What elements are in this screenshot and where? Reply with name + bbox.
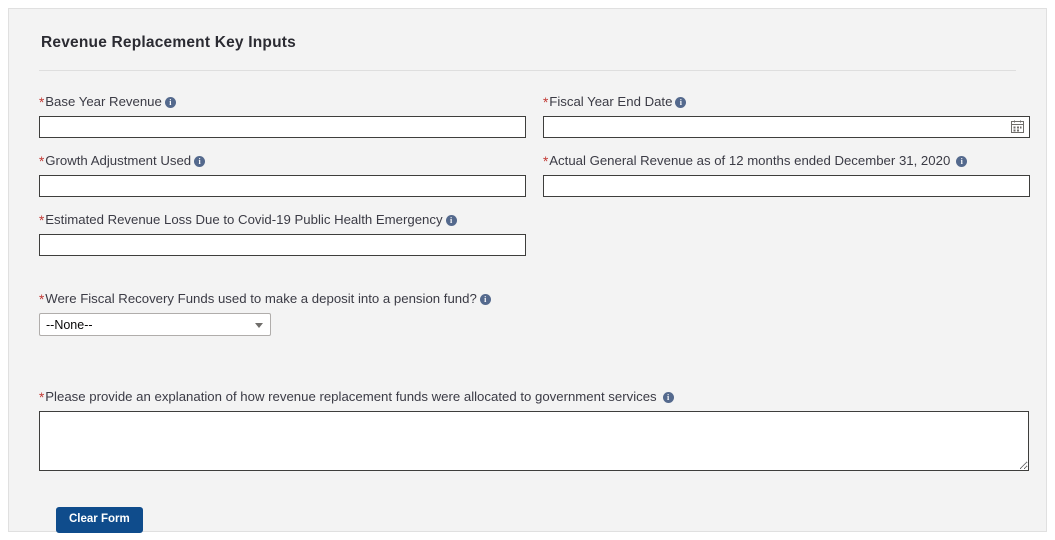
- required-marker: *: [543, 95, 549, 110]
- form-column-left-3: [39, 211, 526, 270]
- field-fiscal-year-end-date: [543, 93, 1030, 138]
- label-text: Estimated Revenue Loss Due to Covid-19 Public Health Emergency: [45, 212, 443, 227]
- form-row-1: [39, 93, 1016, 152]
- label-growth-adjustment-used: [39, 152, 526, 171]
- form-row-2: [39, 152, 1016, 211]
- form-column-right-4: [536, 290, 1016, 350]
- required-marker: *: [39, 292, 45, 307]
- fiscal-year-end-date-input[interactable]: [543, 116, 1030, 138]
- revenue-replacement-card: [8, 8, 1047, 532]
- label-actual-general-revenue: [543, 152, 1030, 171]
- label-text: Fiscal Year End Date: [549, 94, 673, 109]
- explanation-textarea[interactable]: [39, 411, 1029, 471]
- label-text: Please provide an explanation of how revenue replacement funds were allocated to government services: [45, 389, 657, 404]
- growth-adjustment-used-input[interactable]: [39, 175, 526, 197]
- required-marker: *: [543, 154, 549, 169]
- pension-fund-select-wrapper: [39, 313, 271, 336]
- field-explanation: [39, 388, 1016, 471]
- field-estimated-revenue-loss: [39, 211, 526, 256]
- calendar-icon[interactable]: [1011, 120, 1024, 133]
- clear-form-button[interactable]: Clear Form: [56, 507, 143, 533]
- form-column-left-4: [39, 290, 519, 350]
- spacer-2: [39, 350, 1016, 388]
- info-icon[interactable]: i: [446, 215, 457, 226]
- form-area: [39, 71, 1016, 533]
- label-text: Growth Adjustment Used: [45, 153, 192, 168]
- label-fiscal-year-end-date: [543, 93, 1030, 112]
- info-icon[interactable]: i: [675, 97, 686, 108]
- estimated-revenue-loss-input[interactable]: [39, 234, 526, 256]
- label-pension-fund-deposit: [39, 290, 519, 309]
- label-text: Base Year Revenue: [45, 94, 162, 109]
- info-icon[interactable]: i: [956, 156, 967, 167]
- required-marker: *: [39, 95, 45, 110]
- label-estimated-revenue-loss: [39, 211, 526, 230]
- info-icon[interactable]: i: [194, 156, 205, 167]
- field-base-year-revenue: [39, 93, 526, 138]
- form-column-left-1: [39, 93, 526, 152]
- form-column-right-3: [543, 211, 1016, 270]
- date-input-wrapper: [543, 116, 1030, 138]
- form-column-right-2: [543, 152, 1030, 211]
- form-footer: [39, 485, 1016, 533]
- info-icon[interactable]: i: [165, 97, 176, 108]
- form-column-right-1: [543, 93, 1030, 152]
- actual-general-revenue-input[interactable]: [543, 175, 1030, 197]
- label-explanation: [39, 388, 1016, 407]
- form-row-4: [39, 290, 1016, 350]
- required-marker: *: [39, 213, 45, 228]
- field-actual-general-revenue: [543, 152, 1030, 197]
- required-marker: *: [39, 390, 45, 405]
- info-icon[interactable]: i: [480, 294, 491, 305]
- label-base-year-revenue: [39, 93, 526, 112]
- field-pension-fund-deposit: [39, 290, 519, 336]
- page-title: Revenue Replacement Key Inputs: [41, 34, 296, 51]
- pension-fund-deposit-select[interactable]: [39, 313, 271, 336]
- required-marker: *: [39, 154, 45, 169]
- base-year-revenue-input[interactable]: [39, 116, 526, 138]
- form-row-3: [39, 211, 1016, 270]
- label-text: Were Fiscal Recovery Funds used to make a deposit into a pension fund?: [45, 291, 477, 306]
- label-text: Actual General Revenue as of 12 months ended December 31, 2020: [549, 153, 951, 168]
- info-icon[interactable]: i: [663, 392, 674, 403]
- form-column-left-2: [39, 152, 526, 211]
- field-growth-adjustment-used: [39, 152, 526, 197]
- spacer-1: [39, 270, 1016, 290]
